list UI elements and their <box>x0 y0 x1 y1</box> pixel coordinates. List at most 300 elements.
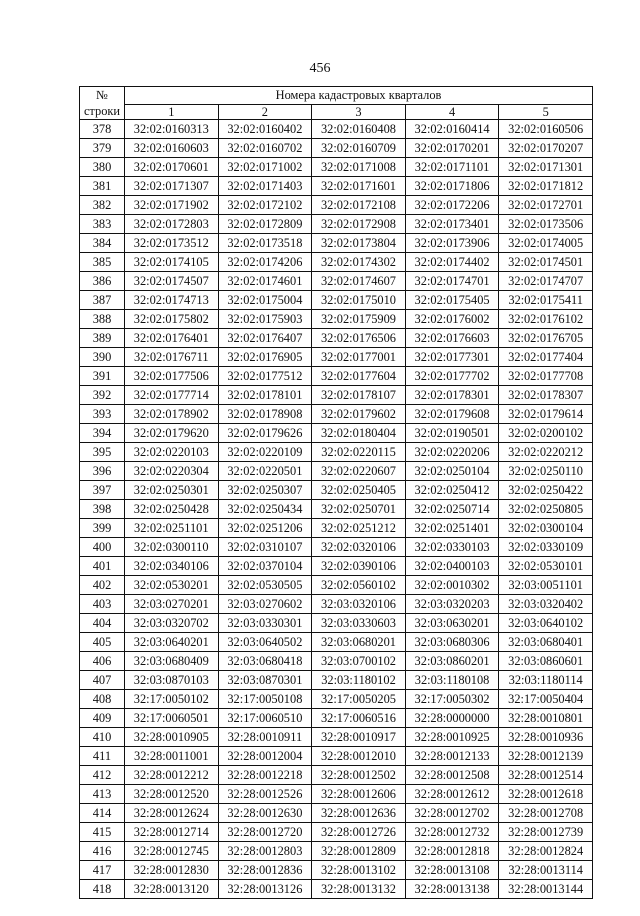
cadastral-number-cell: 32:02:0173518 <box>218 234 312 253</box>
row-number-cell: 417 <box>80 861 125 880</box>
table-row <box>80 367 593 386</box>
cadastral-number-cell: 32:02:0177512 <box>218 367 312 386</box>
cadastral-number-cell: 32:28:0012218 <box>218 766 312 785</box>
cadastral-number-cell: 32:02:0176102 <box>499 310 593 329</box>
cadastral-number-cell: 32:02:0177506 <box>125 367 219 386</box>
group-title-header: Номера кадастровых кварталов <box>125 87 593 105</box>
cadastral-number-cell: 32:02:0179626 <box>218 424 312 443</box>
cadastral-number-cell: 32:02:0179620 <box>125 424 219 443</box>
cadastral-number-cell: 32:02:0174607 <box>312 272 406 291</box>
cadastral-number-cell: 32:02:0250434 <box>218 500 312 519</box>
cadastral-number-cell: 32:28:0012139 <box>499 747 593 766</box>
cadastral-number-cell: 32:02:0220109 <box>218 443 312 462</box>
table-row <box>80 386 593 405</box>
cadastral-number-cell: 32:17:0050205 <box>312 690 406 709</box>
cadastral-number-cell: 32:02:0250104 <box>405 462 499 481</box>
column-header-4: 4 <box>405 104 499 119</box>
cadastral-number-cell: 32:02:0370104 <box>218 557 312 576</box>
table-row <box>80 405 593 424</box>
cadastral-number-cell: 32:17:0050102 <box>125 690 219 709</box>
row-number-cell: 397 <box>80 481 125 500</box>
row-number-cell: 404 <box>80 614 125 633</box>
table-row <box>80 785 593 804</box>
row-number-cell: 412 <box>80 766 125 785</box>
table-row <box>80 519 593 538</box>
cadastral-number-cell: 32:02:0174206 <box>218 253 312 272</box>
row-number-cell: 402 <box>80 576 125 595</box>
row-number-cell: 411 <box>80 747 125 766</box>
cadastral-number-cell: 32:02:0176002 <box>405 310 499 329</box>
cadastral-number-cell: 32:02:0330103 <box>405 538 499 557</box>
cadastral-number-cell: 32:02:0179614 <box>499 405 593 424</box>
table-row <box>80 253 593 272</box>
cadastral-number-cell: 32:03:0270602 <box>218 595 312 614</box>
cadastral-number-cell: 32:02:0175909 <box>312 310 406 329</box>
row-number-cell: 388 <box>80 310 125 329</box>
cadastral-number-cell: 32:02:0178307 <box>499 386 593 405</box>
cadastral-number-cell: 32:02:0176705 <box>499 329 593 348</box>
table-row <box>80 576 593 595</box>
cadastral-number-cell: 32:02:0530101 <box>499 557 593 576</box>
cadastral-number-cell: 32:02:0160313 <box>125 120 219 139</box>
cadastral-number-cell: 32:03:0320106 <box>312 595 406 614</box>
cadastral-number-cell: 32:02:0178908 <box>218 405 312 424</box>
cadastral-number-cell: 32:28:0010911 <box>218 728 312 747</box>
cadastral-number-cell: 32:28:0012818 <box>405 842 499 861</box>
cadastral-number-cell: 32:28:0013132 <box>312 880 406 899</box>
cadastral-number-cell: 32:02:0250428 <box>125 500 219 519</box>
cadastral-number-cell: 32:03:0330301 <box>218 614 312 633</box>
cadastral-number-cell: 32:17:0050108 <box>218 690 312 709</box>
table-row <box>80 424 593 443</box>
cadastral-number-cell: 32:28:0000000 <box>405 709 499 728</box>
table-row <box>80 481 593 500</box>
cadastral-number-cell: 32:02:0173401 <box>405 215 499 234</box>
table-row <box>80 120 593 139</box>
cadastral-number-cell: 32:02:0171008 <box>312 158 406 177</box>
cadastral-number-cell: 32:02:0177001 <box>312 348 406 367</box>
cadastral-number-cell: 32:02:0171902 <box>125 196 219 215</box>
cadastral-number-cell: 32:02:0174302 <box>312 253 406 272</box>
row-number-cell: 418 <box>80 880 125 899</box>
cadastral-number-cell: 32:02:0173512 <box>125 234 219 253</box>
table-row <box>80 139 593 158</box>
cadastral-number-cell: 32:28:0012745 <box>125 842 219 861</box>
cadastral-number-cell: 32:02:0530505 <box>218 576 312 595</box>
cadastral-number-cell: 32:03:0270201 <box>125 595 219 614</box>
cadastral-number-cell: 32:28:0012720 <box>218 823 312 842</box>
table-row <box>80 728 593 747</box>
cadastral-number-cell: 32:02:0175004 <box>218 291 312 310</box>
cadastral-number-cell: 32:02:0220206 <box>405 443 499 462</box>
row-number-cell: 396 <box>80 462 125 481</box>
cadastral-number-cell: 32:28:0013120 <box>125 880 219 899</box>
cadastral-number-cell: 32:02:0178107 <box>312 386 406 405</box>
row-number-cell: 398 <box>80 500 125 519</box>
row-number-header <box>80 87 125 120</box>
cadastral-number-cell: 32:03:0320402 <box>499 595 593 614</box>
cadastral-number-cell: 32:02:0172206 <box>405 196 499 215</box>
cadastral-number-cell: 32:02:0400103 <box>405 557 499 576</box>
cadastral-number-cell: 32:17:0060501 <box>125 709 219 728</box>
cadastral-number-cell: 32:02:0251212 <box>312 519 406 538</box>
cadastral-number-cell: 32:28:0012618 <box>499 785 593 804</box>
row-number-cell: 385 <box>80 253 125 272</box>
cadastral-number-cell: 32:03:0870301 <box>218 671 312 690</box>
cadastral-number-cell: 32:17:0050404 <box>499 690 593 709</box>
row-number-cell: 394 <box>80 424 125 443</box>
table-row <box>80 671 593 690</box>
cadastral-number-cell: 32:02:0250805 <box>499 500 593 519</box>
table-row <box>80 595 593 614</box>
cadastral-number-cell: 32:28:0012636 <box>312 804 406 823</box>
cadastral-number-cell: 32:02:0171307 <box>125 177 219 196</box>
row-number-cell: 384 <box>80 234 125 253</box>
cadastral-number-cell: 32:02:0175010 <box>312 291 406 310</box>
cadastral-number-cell: 32:02:0174501 <box>499 253 593 272</box>
cadastral-number-cell: 32:28:0012624 <box>125 804 219 823</box>
cadastral-number-cell: 32:02:0179602 <box>312 405 406 424</box>
cadastral-number-cell: 32:02:0171301 <box>499 158 593 177</box>
cadastral-number-cell: 32:28:0010801 <box>499 709 593 728</box>
column-header-1: 1 <box>125 104 219 119</box>
cadastral-number-cell: 32:02:0174005 <box>499 234 593 253</box>
cadastral-number-cell: 32:02:0179608 <box>405 405 499 424</box>
table-row <box>80 215 593 234</box>
table-row <box>80 747 593 766</box>
cadastral-number-cell: 32:02:0174601 <box>218 272 312 291</box>
column-header-5: 5 <box>499 104 593 119</box>
cadastral-number-cell: 32:03:0700102 <box>312 652 406 671</box>
cadastral-number-cell: 32:02:0250422 <box>499 481 593 500</box>
cadastral-number-cell: 32:28:0012212 <box>125 766 219 785</box>
cadastral-number-cell: 32:02:0220212 <box>499 443 593 462</box>
row-number-cell: 389 <box>80 329 125 348</box>
cadastral-number-cell: 32:28:0012739 <box>499 823 593 842</box>
table-row <box>80 633 593 652</box>
table-row <box>80 652 593 671</box>
table-body <box>80 120 593 899</box>
cadastral-number-cell: 32:03:0680201 <box>312 633 406 652</box>
cadastral-number-cell: 32:02:0175411 <box>499 291 593 310</box>
cadastral-number-cell: 32:02:0250714 <box>405 500 499 519</box>
cadastral-number-cell: 32:02:0160402 <box>218 120 312 139</box>
row-number-cell: 381 <box>80 177 125 196</box>
cadastral-number-cell: 32:02:0160709 <box>312 139 406 158</box>
cadastral-number-cell: 32:02:0174507 <box>125 272 219 291</box>
cadastral-number-cell: 32:28:0011001 <box>125 747 219 766</box>
cadastral-number-cell: 32:02:0175405 <box>405 291 499 310</box>
cadastral-number-cell: 32:02:0171601 <box>312 177 406 196</box>
cadastral-number-cell: 32:02:0300110 <box>125 538 219 557</box>
cadastral-number-cell: 32:02:0160408 <box>312 120 406 139</box>
cadastral-number-cell: 32:02:0176603 <box>405 329 499 348</box>
cadastral-number-cell: 32:02:0171002 <box>218 158 312 177</box>
cadastral-number-cell: 32:28:0012004 <box>218 747 312 766</box>
table-row <box>80 329 593 348</box>
cadastral-number-cell: 32:02:0174701 <box>405 272 499 291</box>
cadastral-number-cell: 32:28:0012702 <box>405 804 499 823</box>
cadastral-number-cell: 32:02:0330109 <box>499 538 593 557</box>
cadastral-number-cell: 32:02:0176506 <box>312 329 406 348</box>
row-number-cell: 387 <box>80 291 125 310</box>
cadastral-number-cell: 32:02:0171812 <box>499 177 593 196</box>
cadastral-number-cell: 32:28:0010936 <box>499 728 593 747</box>
cadastral-number-cell: 32:02:0160414 <box>405 120 499 139</box>
cadastral-number-cell: 32:03:0051101 <box>499 576 593 595</box>
cadastral-number-cell: 32:28:0012714 <box>125 823 219 842</box>
row-number-cell: 406 <box>80 652 125 671</box>
row-number-cell: 392 <box>80 386 125 405</box>
cadastral-number-cell: 32:28:0012606 <box>312 785 406 804</box>
cadastral-number-cell: 32:28:0012508 <box>405 766 499 785</box>
row-number-cell: 379 <box>80 139 125 158</box>
table-row <box>80 709 593 728</box>
cadastral-number-cell: 32:28:0010905 <box>125 728 219 747</box>
cadastral-number-cell: 32:28:0012514 <box>499 766 593 785</box>
row-number-cell: 382 <box>80 196 125 215</box>
cadastral-number-cell: 32:03:0680306 <box>405 633 499 652</box>
cadastral-number-cell: 32:02:0175903 <box>218 310 312 329</box>
cadastral-number-cell: 32:02:0320106 <box>312 538 406 557</box>
row-number-cell: 403 <box>80 595 125 614</box>
column-header-3: 3 <box>312 104 406 119</box>
row-number-cell: 386 <box>80 272 125 291</box>
cadastral-number-cell: 32:28:0013108 <box>405 861 499 880</box>
cadastral-number-cell: 32:02:0340106 <box>125 557 219 576</box>
cadastral-number-cell: 32:28:0012630 <box>218 804 312 823</box>
row-number-cell: 401 <box>80 557 125 576</box>
cadastral-number-cell: 32:02:0250110 <box>499 462 593 481</box>
cadastral-number-cell: 32:02:0175802 <box>125 310 219 329</box>
table-row <box>80 861 593 880</box>
cadastral-number-cell: 32:02:0160506 <box>499 120 593 139</box>
cadastral-number-cell: 32:02:0173804 <box>312 234 406 253</box>
cadastral-number-cell: 32:28:0013126 <box>218 880 312 899</box>
cadastral-number-cell: 32:02:0300104 <box>499 519 593 538</box>
table-row <box>80 196 593 215</box>
cadastral-number-cell: 32:02:0250301 <box>125 481 219 500</box>
cadastral-number-cell: 32:02:0174713 <box>125 291 219 310</box>
cadastral-number-cell: 32:02:0251401 <box>405 519 499 538</box>
row-number-cell: 399 <box>80 519 125 538</box>
cadastral-number-cell: 32:28:0013102 <box>312 861 406 880</box>
cadastral-number-cell: 32:03:0860601 <box>499 652 593 671</box>
cadastral-number-cell: 32:02:0172108 <box>312 196 406 215</box>
cadastral-number-cell: 32:03:1180108 <box>405 671 499 690</box>
row-number-cell: 414 <box>80 804 125 823</box>
cadastral-number-cell: 32:28:0012824 <box>499 842 593 861</box>
cadastral-number-cell: 32:02:0173906 <box>405 234 499 253</box>
cadastral-number-cell: 32:03:1180102 <box>312 671 406 690</box>
cadastral-number-cell: 32:03:0320702 <box>125 614 219 633</box>
cadastral-number-cell: 32:02:0180404 <box>312 424 406 443</box>
cadastral-number-cell: 32:17:0060510 <box>218 709 312 728</box>
cadastral-number-cell: 32:02:0177301 <box>405 348 499 367</box>
cadastral-number-cell: 32:02:0251206 <box>218 519 312 538</box>
cadastral-number-cell: 32:02:0200102 <box>499 424 593 443</box>
cadastral-number-cell: 32:02:0190501 <box>405 424 499 443</box>
cadastral-number-cell: 32:28:0012526 <box>218 785 312 804</box>
table-header <box>80 87 593 120</box>
cadastral-number-cell: 32:02:0174707 <box>499 272 593 291</box>
cadastral-number-cell: 32:03:0860201 <box>405 652 499 671</box>
cadastral-number-cell: 32:02:0176711 <box>125 348 219 367</box>
cadastral-number-cell: 32:28:0012612 <box>405 785 499 804</box>
row-number-cell: 378 <box>80 120 125 139</box>
cadastral-number-cell: 32:02:0177702 <box>405 367 499 386</box>
cadastral-number-cell: 32:28:0012726 <box>312 823 406 842</box>
cadastral-number-cell: 32:17:0050302 <box>405 690 499 709</box>
row-number-cell: 405 <box>80 633 125 652</box>
cadastral-number-cell: 32:02:0177404 <box>499 348 593 367</box>
cadastral-number-cell: 32:02:0250405 <box>312 481 406 500</box>
cadastral-number-cell: 32:02:0160702 <box>218 139 312 158</box>
table-row <box>80 842 593 861</box>
row-number-cell: 413 <box>80 785 125 804</box>
cadastral-number-cell: 32:28:0012520 <box>125 785 219 804</box>
table-row <box>80 177 593 196</box>
row-number-header-label: строки <box>83 104 121 118</box>
table-row <box>80 462 593 481</box>
cadastral-number-cell: 32:02:0174105 <box>125 253 219 272</box>
cadastral-number-cell: 32:02:0170207 <box>499 139 593 158</box>
row-number-cell: 383 <box>80 215 125 234</box>
cadastral-number-cell: 32:28:0012809 <box>312 842 406 861</box>
cadastral-number-cell: 32:02:0220501 <box>218 462 312 481</box>
row-number-cell: 408 <box>80 690 125 709</box>
table-row <box>80 158 593 177</box>
page-number: 456 <box>309 61 331 76</box>
cadastral-number-cell: 32:02:0178902 <box>125 405 219 424</box>
cadastral-number-cell: 32:28:0010917 <box>312 728 406 747</box>
cadastral-number-cell: 32:03:0330603 <box>312 614 406 633</box>
cadastral-number-cell: 32:02:0251101 <box>125 519 219 538</box>
table-row <box>80 291 593 310</box>
cadastral-number-cell: 32:28:0012732 <box>405 823 499 842</box>
cadastral-number-cell: 32:02:0172102 <box>218 196 312 215</box>
cadastral-number-cell: 32:28:0013138 <box>405 880 499 899</box>
table-row <box>80 443 593 462</box>
cadastral-number-cell: 32:02:0177714 <box>125 386 219 405</box>
cadastral-number-cell: 32:28:0013114 <box>499 861 593 880</box>
row-number-cell: 407 <box>80 671 125 690</box>
cadastral-number-cell: 32:03:0640102 <box>499 614 593 633</box>
cadastral-number-cell: 32:02:0250701 <box>312 500 406 519</box>
table-row <box>80 538 593 557</box>
cadastral-number-cell: 32:02:0220103 <box>125 443 219 462</box>
cadastral-number-cell: 32:02:0174402 <box>405 253 499 272</box>
cadastral-number-cell: 32:02:0171806 <box>405 177 499 196</box>
cadastral-number-cell: 32:03:0640502 <box>218 633 312 652</box>
row-number-header-symbol: № <box>96 88 108 102</box>
cadastral-number-cell: 32:02:0390106 <box>312 557 406 576</box>
cadastral-number-cell: 32:28:0012502 <box>312 766 406 785</box>
row-number-cell: 400 <box>80 538 125 557</box>
cadastral-number-cell: 32:03:0680418 <box>218 652 312 671</box>
cadastral-number-cell: 32:02:0170601 <box>125 158 219 177</box>
table-row <box>80 557 593 576</box>
cadastral-number-cell: 32:02:0172809 <box>218 215 312 234</box>
cadastral-number-cell: 32:02:0177604 <box>312 367 406 386</box>
table-row <box>80 310 593 329</box>
row-number-cell: 390 <box>80 348 125 367</box>
table-row <box>80 880 593 899</box>
cadastral-quarters-table <box>79 86 593 899</box>
cadastral-number-cell: 32:02:0177708 <box>499 367 593 386</box>
cadastral-number-cell: 32:02:0010302 <box>405 576 499 595</box>
cadastral-number-cell: 32:03:0680401 <box>499 633 593 652</box>
table-row <box>80 234 593 253</box>
cadastral-number-cell: 32:02:0170201 <box>405 139 499 158</box>
cadastral-number-cell: 32:02:0220115 <box>312 443 406 462</box>
cadastral-number-cell: 32:02:0220304 <box>125 462 219 481</box>
column-header-2: 2 <box>218 104 312 119</box>
row-number-cell: 393 <box>80 405 125 424</box>
cadastral-number-cell: 32:02:0172803 <box>125 215 219 234</box>
cadastral-number-cell: 32:02:0176905 <box>218 348 312 367</box>
cadastral-number-cell: 32:28:0012133 <box>405 747 499 766</box>
cadastral-number-cell: 32:02:0178101 <box>218 386 312 405</box>
cadastral-number-cell: 32:03:1180114 <box>499 671 593 690</box>
cadastral-number-cell: 32:28:0012708 <box>499 804 593 823</box>
row-number-cell: 391 <box>80 367 125 386</box>
cadastral-number-cell: 32:02:0172701 <box>499 196 593 215</box>
cadastral-number-cell: 32:02:0176401 <box>125 329 219 348</box>
table-row <box>80 823 593 842</box>
table-row <box>80 690 593 709</box>
cadastral-number-cell: 32:03:0640201 <box>125 633 219 652</box>
row-number-cell: 380 <box>80 158 125 177</box>
cadastral-number-cell: 32:02:0172908 <box>312 215 406 234</box>
table-row <box>80 500 593 519</box>
cadastral-number-cell: 32:02:0178301 <box>405 386 499 405</box>
table-row <box>80 804 593 823</box>
cadastral-number-cell: 32:28:0012803 <box>218 842 312 861</box>
cadastral-number-cell: 32:02:0171403 <box>218 177 312 196</box>
cadastral-number-cell: 32:03:0870103 <box>125 671 219 690</box>
cadastral-number-cell: 32:02:0160603 <box>125 139 219 158</box>
cadastral-number-cell: 32:28:0010925 <box>405 728 499 747</box>
cadastral-number-cell: 32:17:0060516 <box>312 709 406 728</box>
cadastral-number-cell: 32:03:0630201 <box>405 614 499 633</box>
row-number-cell: 395 <box>80 443 125 462</box>
cadastral-number-cell: 32:28:0012010 <box>312 747 406 766</box>
cadastral-number-cell: 32:28:0012836 <box>218 861 312 880</box>
cadastral-number-cell: 32:28:0013144 <box>499 880 593 899</box>
cadastral-number-cell: 32:02:0530201 <box>125 576 219 595</box>
table-row <box>80 272 593 291</box>
table-row <box>80 766 593 785</box>
cadastral-number-cell: 32:02:0173506 <box>499 215 593 234</box>
cadastral-number-cell: 32:03:0680409 <box>125 652 219 671</box>
cadastral-number-cell: 32:28:0012830 <box>125 861 219 880</box>
row-number-cell: 410 <box>80 728 125 747</box>
cadastral-number-cell: 32:02:0250412 <box>405 481 499 500</box>
cadastral-number-cell: 32:02:0560102 <box>312 576 406 595</box>
cadastral-number-cell: 32:03:0320203 <box>405 595 499 614</box>
table-row <box>80 614 593 633</box>
cadastral-number-cell: 32:02:0171101 <box>405 158 499 177</box>
row-number-cell: 415 <box>80 823 125 842</box>
row-number-cell: 416 <box>80 842 125 861</box>
cadastral-number-cell: 32:02:0220607 <box>312 462 406 481</box>
cadastral-number-cell: 32:02:0176407 <box>218 329 312 348</box>
row-number-cell: 409 <box>80 709 125 728</box>
cadastral-number-cell: 32:02:0310107 <box>218 538 312 557</box>
cadastral-number-cell: 32:02:0250307 <box>218 481 312 500</box>
table-row <box>80 348 593 367</box>
